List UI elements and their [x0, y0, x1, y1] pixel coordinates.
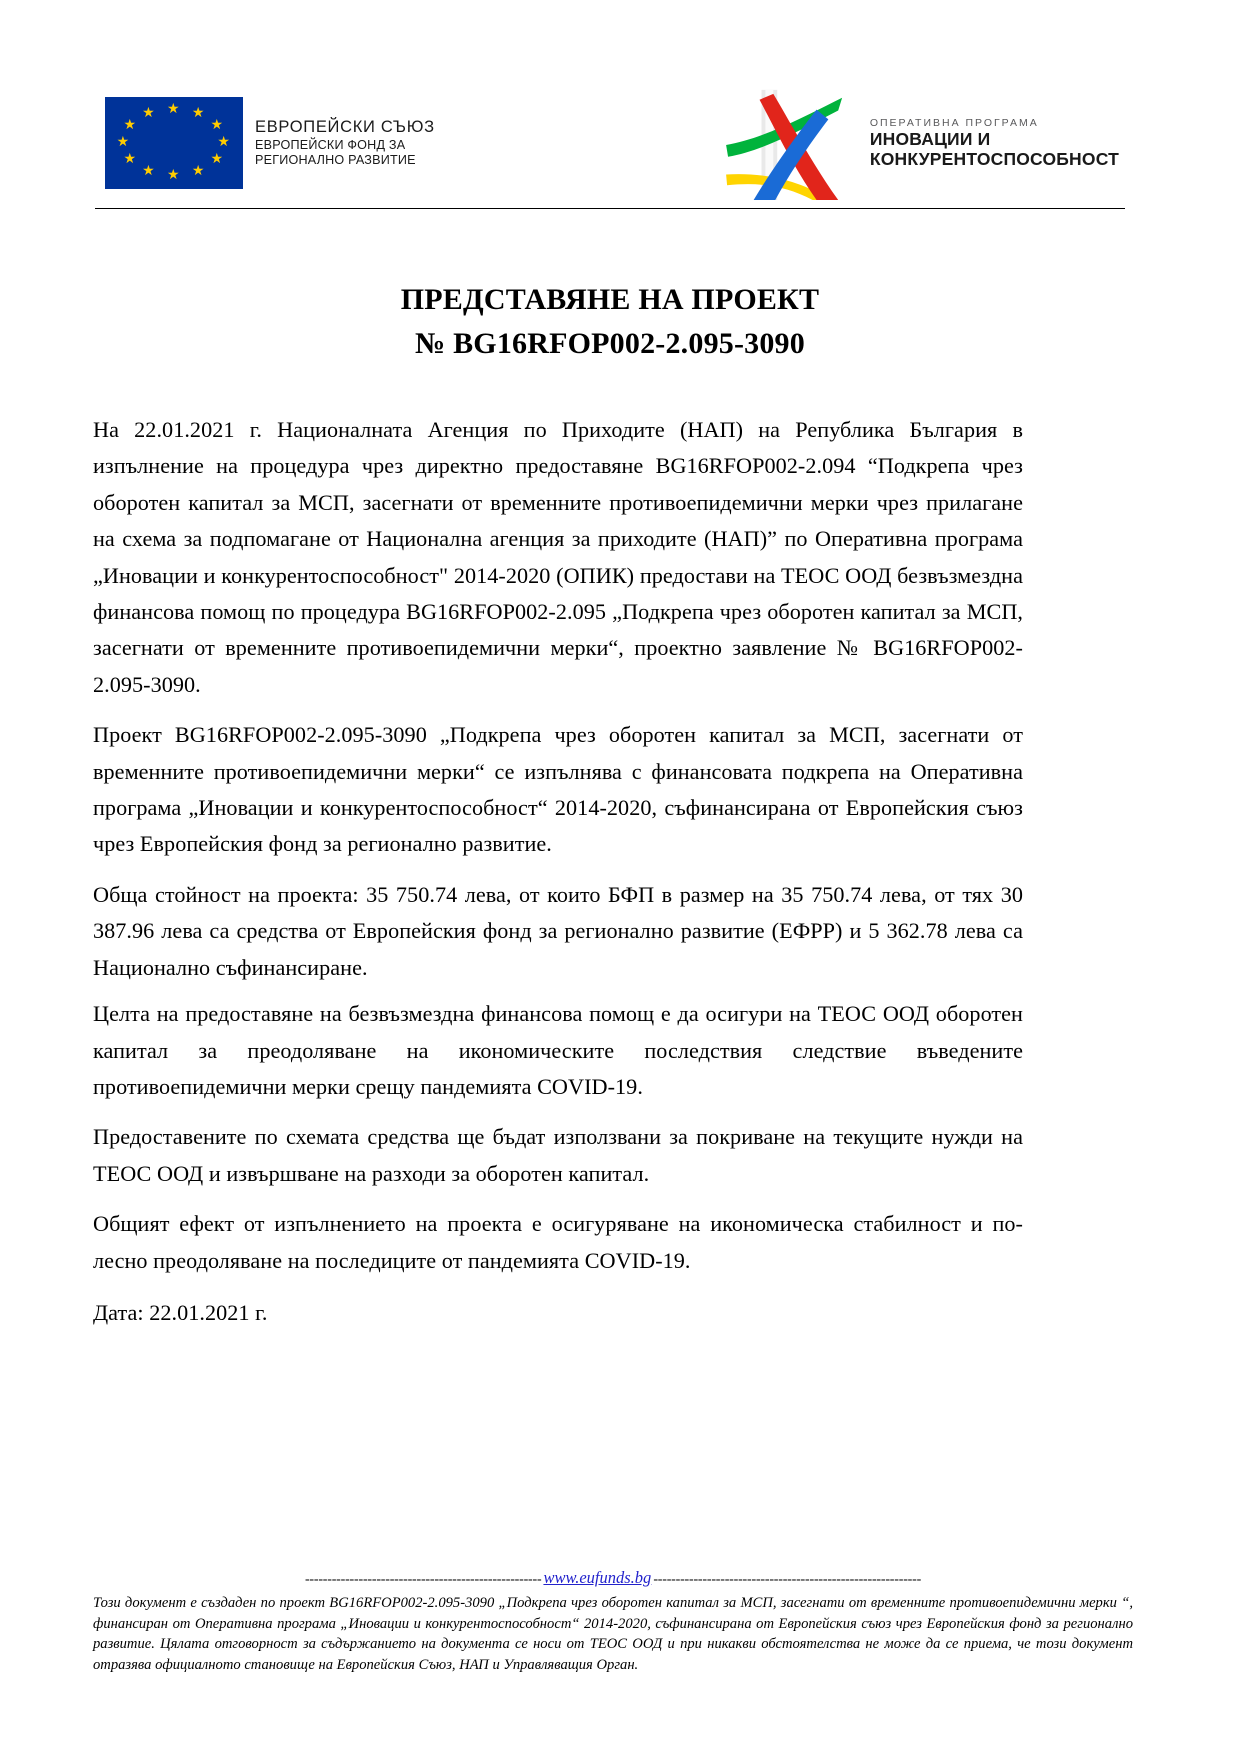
paragraph-project: Проект BG16RFOP002-2.095-3090 „Подкрепа чрез оборотен капитал за МСП, засегнати от временните противоепидемични мерки“ се изпълнява с финансовата подкрепа на Оперативна програма „Иновации и конкурентоспособност“ 2014-2020, съфинансирана от Европейския съюз чрез Европейския фонд за регионално развитие. [93, 722, 1023, 857]
eu-logo-block [105, 97, 435, 189]
opik-logo-line3: КОНКУРЕНТОСПОСОБНОСТ [869, 149, 1119, 170]
document-body [93, 412, 1023, 1345]
paragraph-effect: Общият ефект от изпълнението на проекта е осигуряване на икономическа стабилност и по-лесно преодоляване на последиците от пандемията COVID-19. [93, 1211, 1023, 1273]
page-title [95, 278, 1125, 365]
paragraph-goal: Целта на предоставяне на безвъзмездна финансова помощ е да осигури на ТЕОС ООД оборотен капитал за преодоляване на икономическите последствия следствие въведените противоепидемични мерки срещу пандемията COVID-19. [93, 1001, 1023, 1099]
document-footer [93, 1568, 1133, 1676]
eu-logo-text [255, 118, 435, 167]
document-header [95, 78, 1125, 208]
footer-disclaimer: Този документ е създаден по проект BG16RFOP002-2.095-3090 „Подкрепа чрез оборотен капитал за МСП, засегнати от временните противоепидемични мерки “, финансиран от Оперативна програма „Иновации и конкурентоспособност“ 2014-2020, съфинансирана от Европейския съюз чрез Европейския фонд за регионално развитие. Цялата отговорност за съдържанието на документа се носи от ТЕОС ООД и при никакви обстоятелства не може да се приема, че този документ отразява официалното становище на Европейския Съюз, НАП и Управляващия Орган. [93, 1594, 1133, 1673]
opik-logo-text [870, 117, 1119, 170]
opik-logo-line1: ОПЕРАТИВНА ПРОГРАМА [869, 116, 1039, 129]
paragraph-amounts: Обща стойност на проекта: 35 750.74 лева, от които БФП в размер на 35 750.74 лева, от тях 30 387.96 лева са средства от Европейския фонд за регионално развитие (ЕФРР) и 5 362.78 лева са Национално съфинансиране. [93, 881, 1023, 980]
footer-link-row [93, 1568, 1133, 1589]
page-title-line2: № BG16RFOP002-2.095-3090 [415, 326, 805, 360]
paragraph-usage: Предоставените по схемата средства ще бъдат използвани за покриване на текущите нужди на ТЕОС ООД и извършване на разходи за оборотен капитал. [93, 1124, 1023, 1186]
eufunds-link[interactable]: www.eufunds.bg [543, 1568, 652, 1587]
eu-flag-icon [105, 97, 243, 189]
eu-logo-line2: ЕВРОПЕЙСКИ ФОНД ЗА [255, 137, 406, 152]
document-date: Дата: 22.01.2021 г. [93, 1299, 268, 1325]
header-divider [95, 208, 1125, 209]
footer-dashes-right: ------------------------------------------------------------ [653, 1572, 922, 1587]
opik-logo-block [722, 84, 1119, 202]
opik-logo-line2: ИНОВАЦИИ И [869, 128, 991, 149]
eu-logo-line1: ЕВРОПЕЙСКИ СЪЮЗ [255, 118, 435, 137]
eu-logo-line3: РЕГИОНАЛНО РАЗВИТИЕ [255, 152, 416, 167]
opik-ribbon-icon [722, 84, 860, 202]
page-title-line1: ПРЕДСТАВЯНЕ НА ПРОЕКТ [400, 283, 820, 316]
paragraph-intro: На 22.01.2021 г. Националната Агенция по Приходите (НАП) на Република България в изпълнение на процедура чрез директно предоставяне BG16RFOP002-2.094 “Подкрепа чрез оборотен капитал за МСП, засегнати от временните противоепидемични мерки чрез прилагане на схема за подпомагане от Национална агенция за приходите (НАП)” по Оперативна програма „Иновации и конкурентоспособност" 2014-2020 (ОПИК) предостави на ТЕОС ООД безвъзмездна финансова помощ по процедура BG16RFOP002-2.095 „Подкрепа чрез оборотен капитал за МСП, засегнати от временните противоепидемични мерки“, проектно заявление № BG16RFOP002-2.095-3090. [93, 417, 1023, 697]
footer-dashes-left: ----------------------------------------------------- [304, 1572, 542, 1587]
